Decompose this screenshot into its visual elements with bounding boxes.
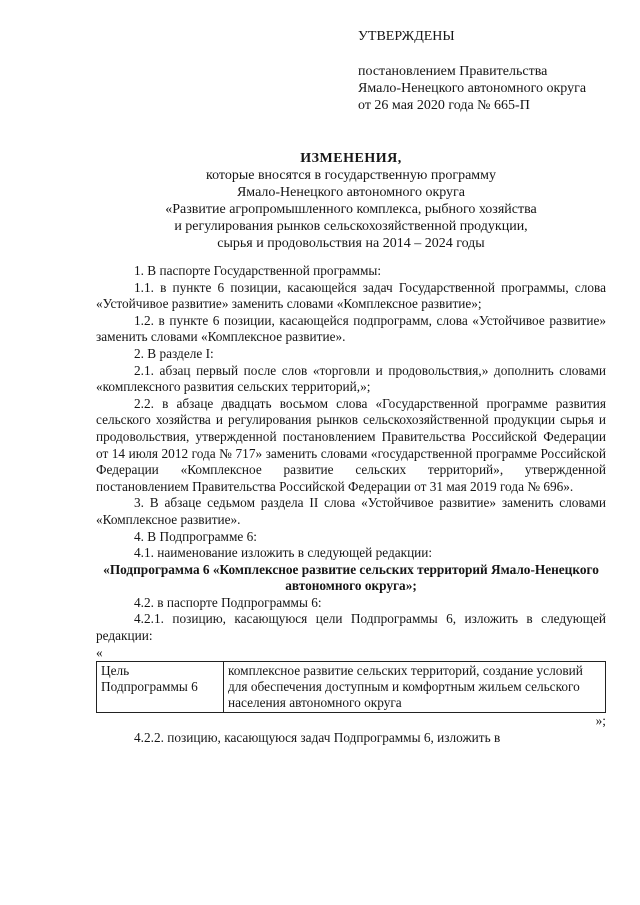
paragraph-2: 2. В разделе I: [134,345,214,361]
approval-stamp [358,28,586,114]
subprogram-title-text: Подпрограмма 6 «Комплексное развитие сельских территорий Ямало-Ненецкого автономного округа» [109,561,599,594]
paragraph-2-1: 2.1. абзац первый после слов «торговли и продовольствия,» дополнить словами «комплексного развития сельских территорий,»; [96,362,606,395]
goal-label-cell: Цель Подпрограммы 6 [97,662,224,713]
heading-line: которые вносятся в государственную программу [205,168,497,183]
heading-line: сырья и продовольствия на 2014 – 2024 годы [217,236,485,251]
paragraph-4-1: 4.1. наименование изложить в следующей редакции: [134,545,433,561]
quote-open: « [103,561,110,577]
quote-close: ; [412,578,417,594]
paragraph-4-2-1: 4.2.1. позицию, касающуюся цели Подпрограммы 6, изложить в следующей редакции: [96,611,606,644]
paragraph-4-2: 4.2. в паспорте Подпрограммы 6: [134,594,322,610]
table-row [97,662,606,713]
approval-line: от 26 мая 2020 года № 665-П [358,98,530,113]
paragraph-1: 1. В паспорте Государственной программы: [134,263,382,278]
heading-line: Ямало-Ненецкого автономного округа [236,185,466,200]
paragraph-3: 3. В абзаце седьмом раздела II слова «Устойчивое развитие» заменить словами «Комплексное развитие». [96,495,606,527]
heading-line: и регулирования рынков сельскохозяйственной продукции, [174,219,528,234]
paragraph-2-2: 2.2. в абзаце двадцать восьмом слова «Государственной программе развития сельского хозяйства и регулирования рынков сельскохозяйственной продукции сырья и продовольствия, утвержденной постановлением Правительства Российской Федерации от 14 июля 2012 года № 717» заменить словами «государственной программе Российской Федерации «Комплексное развитие сельских территорий», утвержденной постановлением Правительства Российской Федерации от 31 мая 2019 года № 696». [96,395,606,494]
document-heading [96,150,606,252]
goal-table [96,661,606,713]
subprogram-title [96,562,606,595]
paragraph-1-2: 1.2. в пункте 6 позиции, касающейся подпрограмм, слова «Устойчивое развитие» заменить словами «Комплексное развитие». [96,312,606,345]
goal-text-cell: комплексное развитие сельских территорий, создание условий для обеспечения доступным и комфортным жильем сельского населения автономного округа [224,662,606,713]
approval-line: Ямало-Ненецкого автономного округа [358,81,587,96]
paragraph-1-1: 1.1. в пункте 6 позиции, касающейся задач Государственной программы, слова «Устойчивое развитие» заменить словами «Комплексное развитие»; [96,279,606,312]
paragraph-4: 4. В Подпрограмме 6: [134,528,257,544]
document-body [96,263,606,746]
table-quote-open: « [96,644,103,660]
approval-line: постановлением Правительства [358,64,548,79]
approval-title: УТВЕРЖДЕНЫ [358,29,455,44]
paragraph-4-2-2: 4.2.2. позицию, касающуюся задач Подпрограммы 6, изложить в [134,729,501,745]
document-title: ИЗМЕНЕНИЯ, [300,151,402,166]
table-quote-close: »; [595,713,606,729]
heading-line: «Развитие агропромышленного комплекса, рыбного хозяйства [165,202,537,217]
